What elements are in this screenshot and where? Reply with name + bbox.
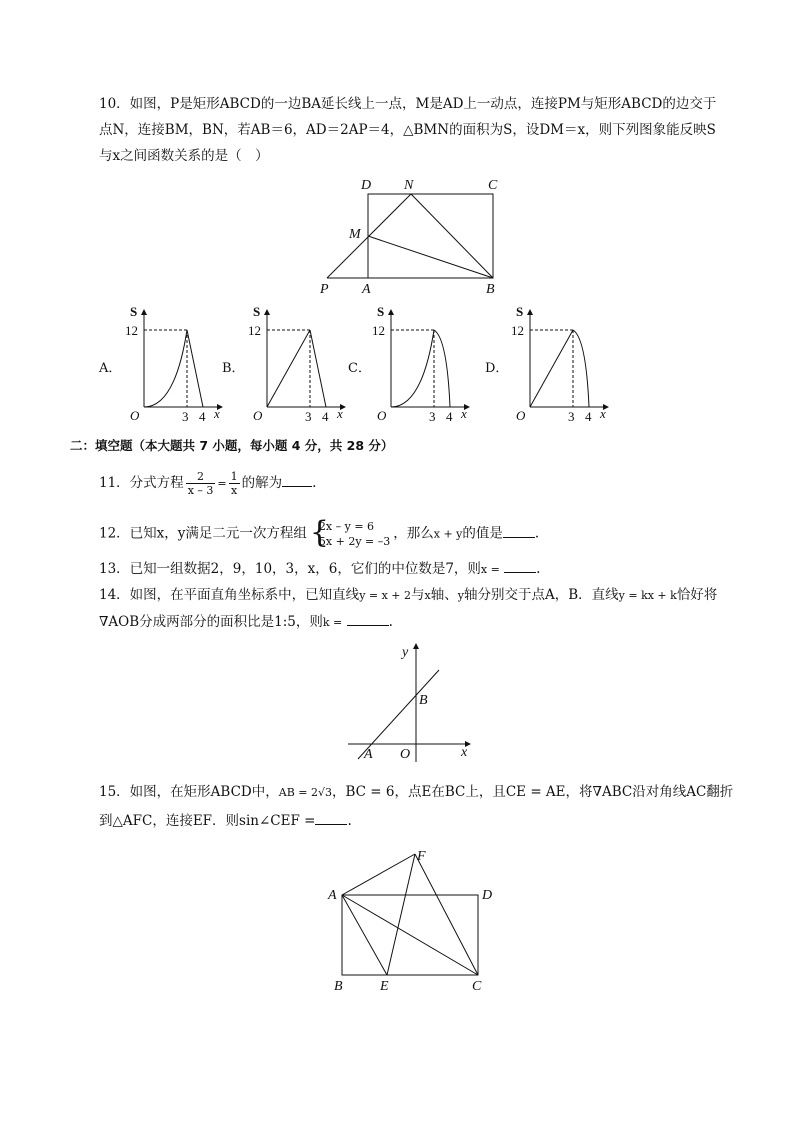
graph-c-tick-4: 4 [446,409,453,424]
graph-a-origin: O [130,408,140,423]
q14-line-eq: y = x + 2 [359,589,412,602]
q12-equation-system: { 2x – y = 6 5x + 2y = –3 [309,515,391,550]
q12-prefix: 12．已知x，y满足二元一次方程组 [99,525,307,542]
q15-label-a: A [328,888,337,903]
q15-label-e: E [380,979,389,994]
option-d-label: D． [485,361,509,376]
q14-text-d: 轴分别交于点A，B．直线 [463,587,619,603]
graph-c-tick-3: 3 [429,409,436,424]
q11-frac2-num: 1 [230,470,238,483]
q11-frac2-den: x [229,483,240,497]
q11-end: . [312,475,317,491]
q13-expr: x = [480,563,500,576]
q11-frac1-den: x – 3 [187,484,214,497]
graph-a-x-label: x [214,406,220,421]
graph-d-x-label: x [600,406,606,421]
q14-k: k = [322,616,343,629]
q14-line-eq2: y = kx + k [618,589,677,602]
graph-d-12: 12 [511,323,524,338]
option-b-label: B． [222,361,245,376]
graph-c-origin: O [377,408,387,423]
label-c: C [488,178,498,193]
q11-equals: = [217,477,227,490]
label-b: B [486,282,495,297]
q13 [99,559,729,580]
graph-b-x-label: x [337,406,343,421]
q12 [99,515,729,550]
q14-line-1 [99,585,729,606]
q14-x: x [424,589,431,602]
q12-answer-blank[interactable] [503,536,535,538]
q14-text-f: ∇AOB分成两部分的面积比是1:5，则 [99,614,323,630]
graph-b-origin: O [253,408,263,423]
q14-text-a: 14．如图，在平面直角坐标系中，已知直线 [99,587,360,603]
label-d: D [361,178,372,193]
q11 [99,470,729,497]
label-p: P [320,282,329,297]
q14-label-y: y [402,645,409,660]
q15-text-a: 15．如图，在矩形ABCD中， [99,784,279,800]
q15-label-d: D [482,888,493,903]
q15-line-1 [99,782,734,803]
q14-text-b: 与 [411,587,425,603]
graph-a-tick-4: 4 [199,409,206,424]
q14-label-x: x [461,745,468,760]
graph-a-12: 12 [125,323,138,338]
q15-line-2 [99,811,729,831]
option-c-label: C． [348,361,371,376]
q11-fraction-left [186,470,216,497]
option-d-graph [506,300,618,425]
q15-label-f: F [417,849,426,864]
option-b-graph [243,300,355,425]
graph-c-x-label: x [461,406,467,421]
graph-b-s-label: S [253,304,261,319]
q11-prefix: 11．分式方程 [99,475,184,491]
graph-d-origin: O [516,408,526,423]
q14-answer-blank[interactable] [347,624,389,626]
q13-answer-blank[interactable] [504,571,536,573]
q15-label-c: C [472,979,482,994]
graph-b-tick-4: 4 [322,409,329,424]
q10-line-2: 点N，连接BM，BN，若AB＝6，AD＝2AP＝4，△BMN的面积为S，设DM＝x，则下列图象能反映S [99,122,716,138]
q14-text-e: 恰好将 [676,587,718,603]
q13-prefix: 13．已知一组数据2，9，10，3，x，6，它们的中位数是7，则 [99,561,481,577]
option-c-graph [367,300,479,425]
graph-b-tick-3: 3 [305,409,312,424]
q11-fraction-right [229,470,240,497]
q14-text-c: 轴、 [430,587,458,603]
q11-suffix: 的解为 [241,475,283,491]
q10-line-1: 10．如图，P是矩形ABCD的一边BA延长线上一点，M是AD上一动点，连接PM与矩形ABCD的边交于 [99,96,717,112]
q14-y: y [457,589,464,602]
q15-label-b: B [334,979,343,994]
q14-figure [340,638,480,766]
graph-c-s-label: S [377,304,385,319]
q12-end: . [534,525,540,542]
q15-ab: AB = 2√3 [278,786,333,799]
q14-label-a: A [364,747,373,762]
q14-line-2 [99,612,729,633]
q15-text-b: ，BC = 6，点E在BC上，且CE = AE，将∇ABC沿对角线AC翻折 [332,784,734,800]
q15-figure [320,842,500,994]
q10-figure [300,172,530,297]
option-a-graph [120,300,232,425]
q15-end: . [347,813,352,829]
q14-label-b: B [419,693,428,708]
graph-d-s-label: S [516,304,524,319]
graph-d-tick-4: 4 [585,409,592,424]
q11-answer-blank[interactable] [282,485,312,487]
label-n: N [404,178,414,193]
q11-frac1-num: 2 [197,470,205,483]
graph-b-12: 12 [248,323,261,338]
q12-expr: x + y [433,527,463,541]
graph-a-tick-3: 3 [182,409,189,424]
q12-suffix: 的值是 [462,525,503,542]
q14-end: . [388,614,393,630]
q15-text-c: 到△AFC，连接EF．则sin∠CEF = [99,813,316,829]
q13-end: . [536,561,541,577]
q10-line-3: 与x之间函数关系的是（ ） [99,148,269,164]
graph-d-tick-3: 3 [568,409,575,424]
q12-eq2: 5x + 2y = –3 [318,535,391,548]
q12-middle: ，那么 [393,525,434,542]
q15-answer-blank[interactable] [315,823,347,825]
section-heading: 二：填空题（本大题共 7 小题，每小题 4 分，共 28 分） [70,438,394,453]
label-a: A [362,282,371,297]
label-m: M [349,227,361,242]
graph-a-s-label: S [130,304,138,319]
graph-c-12: 12 [372,323,385,338]
q12-eq1: 2x – y = 6 [318,520,375,533]
q14-label-o: O [400,747,411,762]
option-a-label: A． [99,361,122,376]
